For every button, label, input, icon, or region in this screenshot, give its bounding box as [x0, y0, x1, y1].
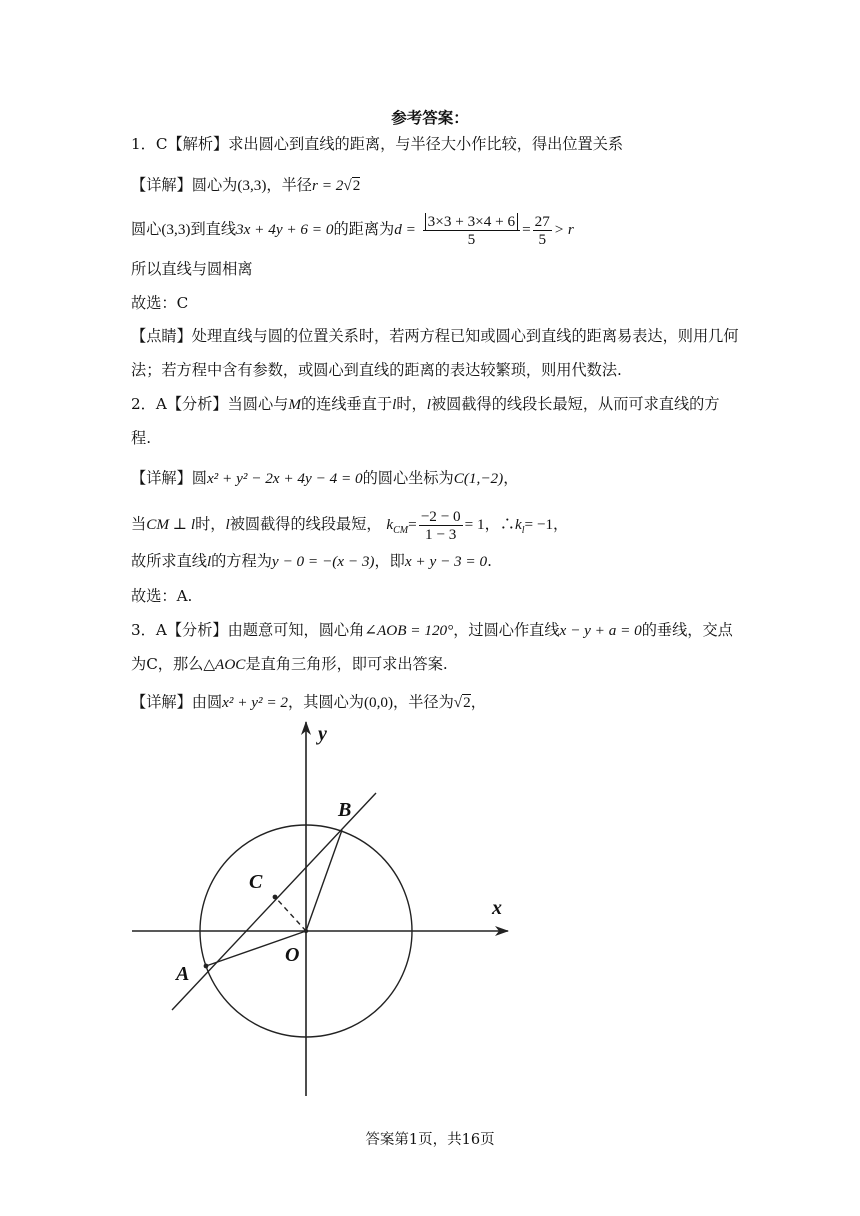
q2-perpendicular: CM ⊥ l — [146, 516, 196, 533]
point-a-dot — [204, 964, 209, 969]
label-x: x — [492, 897, 502, 919]
q3-detail-a: 【详解】由圆 — [131, 693, 223, 711]
q2-slope-k: k — [386, 516, 394, 533]
q2-head-c: 时， — [396, 395, 427, 413]
q1-radius-expr: r = 2 — [311, 177, 344, 194]
q2-kl-subscript: l — [521, 525, 525, 536]
q1-d-lhs: d = — [394, 221, 416, 238]
q3-detail-line: 【详解】由圆x² + y² = 2，其圆心为(0,0)，半径为√2， — [131, 693, 486, 711]
page-title: 参考答案： — [391, 108, 469, 127]
secant-line — [172, 793, 376, 1010]
q2-kl: k — [514, 516, 522, 533]
label-c: C — [249, 871, 263, 893]
q2-line-l: l — [206, 553, 212, 570]
q1-eq-sign: = — [522, 221, 531, 238]
q2-when-b: 时， — [195, 515, 226, 533]
q3-analysis-line-2 — [131, 654, 448, 675]
q1-value-denominator: 5 — [538, 230, 547, 248]
q1-dist-text-b: 到直线 — [190, 220, 237, 238]
q1-dist-text: 圆心 — [131, 220, 162, 238]
q1-dist-text-c: 的距离为 — [333, 220, 395, 238]
q1-d-denominator: 5 — [467, 230, 476, 248]
q2-detail-c: ， — [503, 469, 519, 487]
q1-analysis-line — [131, 134, 623, 154]
label-a: A — [176, 963, 190, 985]
q2-slope-eq: = — [408, 516, 417, 533]
q2-center: C(1,−2) — [453, 470, 504, 487]
q1-conclusion: 所以直线与圆相离 — [131, 260, 253, 278]
q2-kl-value: = −1 — [524, 516, 554, 533]
q1-detail-text-b: ，半径 — [266, 176, 312, 194]
q2-final-b: 的方程为 — [211, 552, 272, 570]
q2-circle-equation: x² + y² − 2x + 4y − 4 = 0 — [206, 470, 363, 487]
q2-line-l: l — [225, 516, 230, 533]
q1-head: 1．C【解析】求出圆心到直线的距离，与半径大小作比较，得出位置关系 — [131, 135, 624, 153]
q2-slope-subscript: CM — [393, 525, 409, 536]
q1-dist-center: (3,3) — [161, 221, 191, 238]
q2-head-b: 的连线垂直于 — [300, 395, 393, 413]
q1-detail-line: 【详解】圆心为(3,3)，半径r = 2√2 — [131, 176, 361, 194]
q1-distance-line — [131, 212, 574, 248]
q2-detail-line — [131, 468, 518, 489]
q2-line-l: l — [426, 396, 431, 413]
q2-detail-a: 【详解】圆 — [131, 469, 207, 487]
segment-oc-dashed — [275, 897, 306, 931]
q3-radius-sqrt: 2 — [463, 694, 471, 711]
q1-relation: > r — [553, 221, 574, 238]
q2-analysis-line — [131, 394, 720, 415]
q1-value-fraction — [533, 213, 552, 248]
q2-final-a: 故所求直线 — [131, 552, 207, 570]
q2-point-m: M — [288, 396, 301, 413]
q2-slope-numerator: −2 − 0 — [420, 507, 461, 525]
q3-head-b: ，过圆心作直线 — [453, 621, 560, 639]
q2-line-equation-2: x + y − 3 = 0 — [404, 553, 488, 570]
q2-slope-fraction — [419, 508, 463, 543]
q2-comma: ， — [553, 515, 569, 533]
q3-detail-d: ， — [470, 693, 486, 711]
geometry-figure — [128, 718, 518, 1102]
q2-when-a: 当 — [131, 515, 147, 533]
q3-head-c: 的垂线，交点 — [641, 621, 733, 639]
q1-radius-sqrt: 2 — [352, 177, 361, 194]
q3-analysis-line — [131, 620, 733, 641]
q2-head-d: 被圆截得的线段长最短，从而可求直线的方 — [430, 395, 720, 413]
q2-when-c: 被圆截得的线段最短， — [229, 515, 382, 533]
q2-line-equation-1: y − 0 = −(x − 3) — [271, 553, 375, 570]
q3-line-equation: x − y + a = 0 — [559, 622, 642, 639]
q1-comment-line-1: 【点睛】处理直线与圆的位置关系时，若两方程已知或圆心到直线的距离易表达，则用几何 — [131, 327, 739, 345]
q3-detail-c: ，半径为 — [393, 693, 454, 711]
segment-ob — [306, 830, 342, 931]
point-o-dot — [304, 929, 308, 933]
label-y: y — [318, 723, 327, 745]
q3-detail-b: ，其圆心为 — [288, 693, 364, 711]
q2-final-d: . — [487, 552, 492, 570]
q1-d-numerator: 3×3 + 3×4 + 6 — [425, 213, 518, 230]
label-o: O — [285, 944, 300, 966]
q3-angle: ∠AOB = 120° — [364, 622, 454, 639]
q1-comment-line-2: 法；若方程中含有参数，或圆心到直线的距离的表达较繁琐，则用代数法. — [131, 361, 622, 379]
label-b: B — [338, 799, 352, 821]
page-footer: 答案第1页，共16页 — [365, 1132, 495, 1148]
q2-slope-line — [131, 507, 568, 548]
q1-detail-text: 【详解】圆心为 — [131, 176, 238, 194]
q2-final-c: ，即 — [374, 552, 405, 570]
q3-triangle: △AOC — [203, 656, 246, 673]
q2-detail-b: 的圆心坐标为 — [362, 469, 454, 487]
q2-therefore: ，∴ — [484, 515, 515, 533]
q2-head-a: 2．A【分析】当圆心与 — [131, 395, 289, 413]
q3-center: (0,0) — [363, 694, 394, 711]
q2-answer: 故选：A. — [131, 587, 193, 605]
q2-final-line — [131, 551, 492, 572]
q1-line-equation: 3x + 4y + 6 = 0 — [236, 221, 334, 238]
q1-distance-fraction — [423, 213, 520, 248]
q2-analysis-line-2: 程. — [131, 429, 152, 447]
q2-line-l: l — [392, 396, 397, 413]
q1-value-numerator: 27 — [534, 212, 550, 230]
q1-center: (3,3) — [237, 177, 267, 194]
q3-circle-equation: x² + y² = 2 — [222, 694, 288, 711]
q2-slope-denominator: 1 − 3 — [425, 525, 457, 543]
point-c-dot — [273, 895, 278, 900]
q3-head2-b: 是直角三角形，即可求出答案. — [245, 655, 448, 673]
q3-head-a: 3．A【分析】由题意可知，圆心角 — [131, 621, 365, 639]
q1-answer: 故选：C — [131, 294, 189, 312]
q2-slope-value: = 1 — [464, 516, 485, 533]
q3-head2-a: 为C，那么 — [131, 655, 204, 673]
